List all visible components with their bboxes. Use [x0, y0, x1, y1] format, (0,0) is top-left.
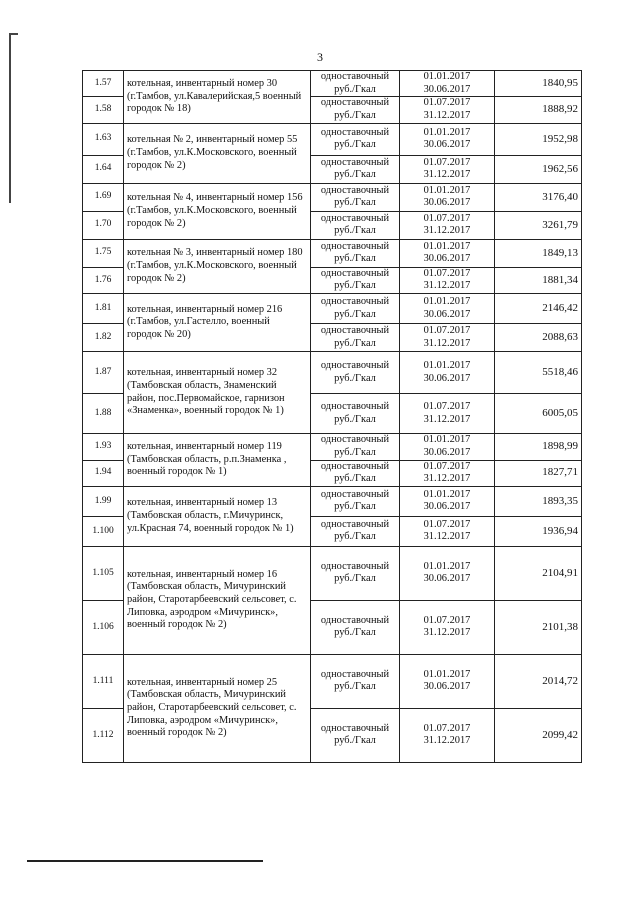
table-row: [83, 654, 582, 708]
tariff-type-line: одноставочный: [320, 267, 390, 279]
tariff-type-line: руб./Гкал: [334, 253, 376, 265]
tariff-type-line: одноставочный: [320, 97, 390, 109]
validity-period: [400, 123, 495, 155]
row-number: 1.105: [83, 546, 124, 600]
row-number: 1.76: [83, 267, 124, 293]
object-description: котельная № 2, инвентарный номер 55 (г.Тамбов, ул.К.Московского, военный городок № 2): [124, 123, 311, 183]
tariff-value: 1962,56: [495, 155, 582, 183]
period-start: 01.01.2017: [423, 560, 471, 572]
tariff-type-line: руб./Гкал: [334, 573, 376, 585]
row-number: 1.57: [83, 71, 124, 97]
object-description: котельная, инвентарный номер 25 (Тамбовская область, Мичуринский район, Старотарбеевский сельсовет, с. Липовка, аэродром «Мичуринск», военный городок № 2): [124, 654, 311, 762]
row-number: 1.75: [83, 239, 124, 267]
row-number: 1.63: [83, 123, 124, 155]
period-start: 01.01.2017: [423, 184, 471, 196]
table-row: [83, 183, 582, 211]
validity-period: [400, 183, 495, 211]
period-end: 31.12.2017: [423, 735, 471, 747]
tariff-type-line: одноставочный: [320, 126, 390, 138]
tariff-value: 3261,79: [495, 211, 582, 239]
row-number: 1.93: [83, 434, 124, 460]
tariff-type: [311, 324, 400, 352]
period-start: 01.07.2017: [423, 97, 471, 109]
tariff-value: 2014,72: [495, 654, 582, 708]
tariff-type-line: одноставочный: [320, 614, 390, 626]
tariff-type-line: одноставочный: [320, 184, 390, 196]
row-number: 1.88: [83, 394, 124, 434]
row-number: 1.64: [83, 155, 124, 183]
object-description: котельная, инвентарный номер 216 (г.Тамбов, ул.Гастелло, военный городок № 20): [124, 294, 311, 352]
tariff-type-line: одноставочный: [320, 668, 390, 680]
tariff-value: 6005,05: [495, 394, 582, 434]
period-end: 30.06.2017: [423, 446, 471, 458]
tariff-type-line: руб./Гкал: [334, 169, 376, 181]
tariff-type-line: руб./Гкал: [334, 280, 376, 292]
tariff-type: [311, 294, 400, 324]
page-number: 3: [317, 50, 323, 64]
tariff-type-line: руб./Гкал: [334, 627, 376, 639]
tariff-type: [311, 239, 400, 267]
tariff-type: [311, 183, 400, 211]
tariff-type-line: одноставочный: [320, 434, 390, 446]
tariff-type-line: руб./Гкал: [334, 110, 376, 122]
row-number: 1.81: [83, 294, 124, 324]
object-description: котельная, инвентарный номер 119 (Тамбовская область, р.п.Знаменка , военный городок № 1): [124, 434, 311, 487]
table-row: [83, 239, 582, 267]
period-end: 31.12.2017: [423, 413, 471, 425]
tariff-value: 1827,71: [495, 460, 582, 486]
validity-period: [400, 460, 495, 486]
validity-period: [400, 434, 495, 460]
validity-period: [400, 546, 495, 600]
tariff-type-line: руб./Гкал: [334, 225, 376, 237]
tariff-type-line: руб./Гкал: [334, 413, 376, 425]
table-row: [83, 294, 582, 324]
tariff-value: 5518,46: [495, 352, 582, 394]
tariff-type-line: одноставочный: [320, 240, 390, 252]
row-number: 1.70: [83, 211, 124, 239]
row-number: 1.87: [83, 352, 124, 394]
tariff-type: [311, 352, 400, 394]
row-number: 1.99: [83, 486, 124, 516]
validity-period: [400, 708, 495, 762]
tariff-value: 1881,34: [495, 267, 582, 293]
tariff-type-line: одноставочный: [320, 400, 390, 412]
period-end: 30.06.2017: [423, 573, 471, 585]
period-end: 30.06.2017: [423, 308, 471, 320]
period-end: 30.06.2017: [423, 139, 471, 151]
validity-period: [400, 324, 495, 352]
tariff-type-line: руб./Гкал: [334, 501, 376, 513]
period-start: 01.07.2017: [423, 518, 471, 530]
period-start: 01.07.2017: [423, 212, 471, 224]
tariff-type: [311, 546, 400, 600]
tariff-type-line: руб./Гкал: [334, 473, 376, 485]
object-description: котельная № 4, инвентарный номер 156 (г.Тамбов, ул.К.Московского, военный городок № 2): [124, 183, 311, 239]
row-number: 1.69: [83, 183, 124, 211]
period-end: 31.12.2017: [423, 225, 471, 237]
period-end: 31.12.2017: [423, 110, 471, 122]
table-row: [83, 123, 582, 155]
period-end: 30.06.2017: [423, 253, 471, 265]
validity-period: [400, 486, 495, 516]
table-row: [83, 546, 582, 600]
period-end: 30.06.2017: [423, 197, 471, 209]
tariff-type: [311, 486, 400, 516]
tariff-type-line: руб./Гкал: [334, 139, 376, 151]
tariff-type: [311, 460, 400, 486]
table-row: [83, 434, 582, 460]
period-start: 01.07.2017: [423, 614, 471, 626]
validity-period: [400, 516, 495, 546]
validity-period: [400, 155, 495, 183]
period-end: 31.12.2017: [423, 627, 471, 639]
tariff-type-line: руб./Гкал: [334, 446, 376, 458]
tariff-table: [82, 70, 582, 763]
period-start: 01.01.2017: [423, 488, 471, 500]
row-number: 1.100: [83, 516, 124, 546]
tariff-type: [311, 654, 400, 708]
tariff-value: 2101,38: [495, 600, 582, 654]
tariff-table-body: [83, 71, 582, 763]
period-start: 01.01.2017: [423, 434, 471, 446]
period-end: 31.12.2017: [423, 337, 471, 349]
tariff-value: 2104,91: [495, 546, 582, 600]
tariff-type-line: одноставочный: [320, 156, 390, 168]
validity-period: [400, 211, 495, 239]
tariff-value: 1840,95: [495, 71, 582, 97]
tariff-value: 2146,42: [495, 294, 582, 324]
tariff-type: [311, 394, 400, 434]
period-start: 01.07.2017: [423, 156, 471, 168]
object-description: котельная, инвентарный номер 30 (г.Тамбов, ул.Кавалерийская,5 военный городок № 18): [124, 71, 311, 124]
row-number: 1.106: [83, 600, 124, 654]
tariff-type-line: руб./Гкал: [334, 197, 376, 209]
period-start: 01.01.2017: [423, 71, 471, 82]
tariff-value: 1893,35: [495, 486, 582, 516]
tariff-value: 1936,94: [495, 516, 582, 546]
tariff-type: [311, 155, 400, 183]
period-end: 30.06.2017: [423, 501, 471, 513]
tariff-type-line: одноставочный: [320, 359, 390, 371]
period-end: 31.12.2017: [423, 169, 471, 181]
tariff-type-line: одноставочный: [320, 324, 390, 336]
tariff-type: [311, 434, 400, 460]
tariff-value: 2099,42: [495, 708, 582, 762]
tariff-type-line: руб./Гкал: [334, 531, 376, 543]
bottom-rule: [27, 860, 263, 862]
row-number: 1.111: [83, 654, 124, 708]
period-start: 01.01.2017: [423, 359, 471, 371]
object-description: котельная № 3, инвентарный номер 180 (г.Тамбов, ул.К.Московского, военный городок № 2): [124, 239, 311, 293]
validity-period: [400, 97, 495, 123]
row-number: 1.94: [83, 460, 124, 486]
period-start: 01.07.2017: [423, 722, 471, 734]
margin-mark-tick: [9, 33, 18, 35]
tariff-type-line: одноставочный: [320, 518, 390, 530]
validity-period: [400, 294, 495, 324]
validity-period: [400, 600, 495, 654]
tariff-value: 1849,13: [495, 239, 582, 267]
period-start: 01.07.2017: [423, 460, 471, 472]
tariff-type-line: одноставочный: [320, 71, 390, 82]
tariff-value: 3176,40: [495, 183, 582, 211]
validity-period: [400, 654, 495, 708]
tariff-type-line: одноставочный: [320, 295, 390, 307]
period-end: 30.06.2017: [423, 681, 471, 693]
tariff-type-line: одноставочный: [320, 722, 390, 734]
period-end: 31.12.2017: [423, 280, 471, 292]
tariff-type-line: руб./Гкал: [334, 337, 376, 349]
tariff-type-line: одноставочный: [320, 560, 390, 572]
validity-period: [400, 71, 495, 97]
table-row: [83, 71, 582, 97]
period-end: 30.06.2017: [423, 372, 471, 384]
tariff-type-line: одноставочный: [320, 488, 390, 500]
period-end: 30.06.2017: [423, 83, 471, 95]
period-start: 01.01.2017: [423, 126, 471, 138]
period-start: 01.01.2017: [423, 240, 471, 252]
tariff-type: [311, 516, 400, 546]
row-number: 1.112: [83, 708, 124, 762]
table-row: [83, 486, 582, 516]
object-description: котельная, инвентарный номер 16 (Тамбовская область, Мичуринский район, Старотарбеевский сельсовет, с. Липовка, аэродром «Мичуринск», военный городок № 2): [124, 546, 311, 654]
tariff-value: 1888,92: [495, 97, 582, 123]
tariff-type-line: руб./Гкал: [334, 372, 376, 384]
validity-period: [400, 239, 495, 267]
tariff-type-line: руб./Гкал: [334, 83, 376, 95]
tariff-type-line: одноставочный: [320, 460, 390, 472]
tariff-type-line: одноставочный: [320, 212, 390, 224]
object-description: котельная, инвентарный номер 32 (Тамбовская область, Знаменский район, пос.Первомайское, гарнизон «Знаменка», военный городок № 1): [124, 352, 311, 434]
tariff-value: 1952,98: [495, 123, 582, 155]
validity-period: [400, 267, 495, 293]
tariff-type-line: руб./Гкал: [334, 308, 376, 320]
row-number: 1.58: [83, 97, 124, 123]
tariff-type: [311, 71, 400, 97]
validity-period: [400, 352, 495, 394]
period-start: 01.01.2017: [423, 295, 471, 307]
period-end: 31.12.2017: [423, 473, 471, 485]
period-start: 01.07.2017: [423, 324, 471, 336]
tariff-type: [311, 267, 400, 293]
tariff-type: [311, 211, 400, 239]
period-start: 01.07.2017: [423, 400, 471, 412]
validity-period: [400, 394, 495, 434]
period-start: 01.07.2017: [423, 267, 471, 279]
tariff-type-line: руб./Гкал: [334, 735, 376, 747]
period-start: 01.01.2017: [423, 668, 471, 680]
object-description: котельная, инвентарный номер 13 (Тамбовская область, г.Мичуринск, ул.Красная 74, военный городок № 1): [124, 486, 311, 546]
tariff-type-line: руб./Гкал: [334, 681, 376, 693]
table-row: [83, 352, 582, 394]
period-end: 31.12.2017: [423, 531, 471, 543]
row-number: 1.82: [83, 324, 124, 352]
tariff-value: 2088,63: [495, 324, 582, 352]
tariff-type: [311, 708, 400, 762]
tariff-value: 1898,99: [495, 434, 582, 460]
tariff-type: [311, 97, 400, 123]
tariff-type: [311, 600, 400, 654]
tariff-type: [311, 123, 400, 155]
